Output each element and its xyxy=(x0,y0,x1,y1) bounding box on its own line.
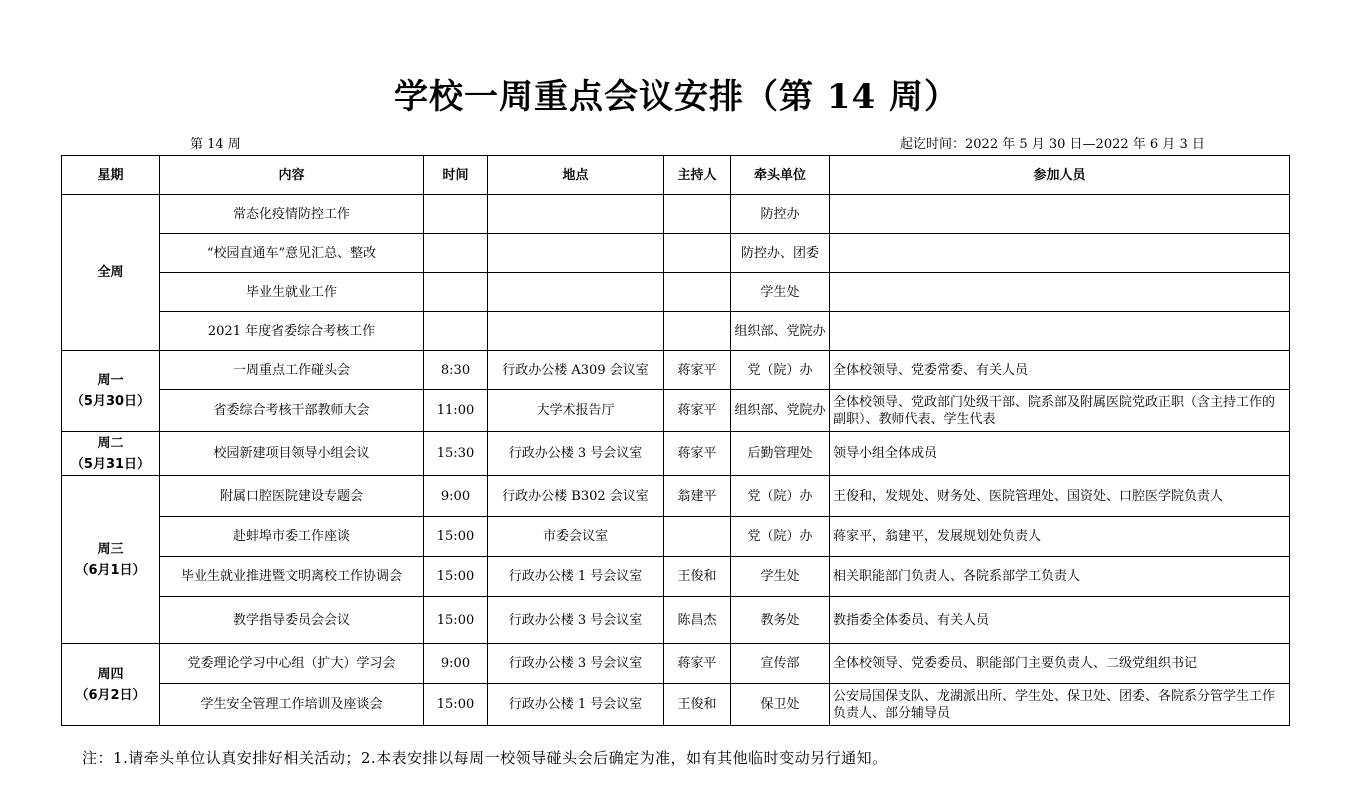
cell-host xyxy=(664,234,731,273)
cell-host: 蒋家平 xyxy=(664,644,731,684)
cell-participants: 教指委全体委员、有关人员 xyxy=(830,597,1290,644)
cell-time: 15:00 xyxy=(424,684,488,726)
cell-lead-unit: 防控办、团委 xyxy=(731,234,830,273)
table-row xyxy=(62,557,1290,597)
cell-lead-unit: 党（院）办 xyxy=(731,351,830,390)
cell-host: 蒋家平 xyxy=(664,351,731,390)
table-row xyxy=(62,234,1290,273)
cell-lead-unit: 保卫处 xyxy=(731,684,830,726)
table-row xyxy=(62,597,1290,644)
cell-participants xyxy=(830,195,1290,234)
table-row xyxy=(62,351,1290,390)
cell-time: 15:30 xyxy=(424,432,488,476)
cell-content: 2021 年度省委综合考核工作 xyxy=(160,312,424,351)
cell-place: 行政办公楼 3 号会议室 xyxy=(488,597,664,644)
cell-participants: 公安局国保支队、龙湖派出所、学生处、保卫处、团委、各院系分管学生工作负责人、部分辅导员 xyxy=(830,684,1290,726)
cell-content: 党委理论学习中心组（扩大）学习会 xyxy=(160,644,424,684)
cell-host xyxy=(664,517,731,557)
cell-content: 常态化疫情防控工作 xyxy=(160,195,424,234)
cell-time: 9:00 xyxy=(424,644,488,684)
table-row xyxy=(62,312,1290,351)
cell-time xyxy=(424,195,488,234)
cell-place: 行政办公楼 1 号会议室 xyxy=(488,557,664,597)
cell-time xyxy=(424,234,488,273)
day-name: 周二 xyxy=(97,435,124,451)
cell-time: 15:00 xyxy=(424,597,488,644)
cell-participants xyxy=(830,273,1290,312)
cell-content: 赴蚌埠市委工作座谈 xyxy=(160,517,424,557)
day-name: 周四 xyxy=(97,666,124,682)
table-row xyxy=(62,684,1290,726)
cell-time xyxy=(424,273,488,312)
cell-participants xyxy=(830,312,1290,351)
cell-content: 附属口腔医院建设专题会 xyxy=(160,476,424,517)
table-row xyxy=(62,273,1290,312)
cell-host: 王俊和 xyxy=(664,684,731,726)
header-time: 时间 xyxy=(424,156,488,195)
day-cell-monday xyxy=(62,351,160,432)
day-cell-wednesday xyxy=(62,476,160,644)
header-participants: 参加人员 xyxy=(830,156,1290,195)
cell-time xyxy=(424,312,488,351)
cell-participants: 蒋家平，翁建平，发展规划处负责人 xyxy=(830,517,1290,557)
cell-participants: 领导小组全体成员 xyxy=(830,432,1290,476)
cell-lead-unit: 后勤管理处 xyxy=(731,432,830,476)
date-range: 起讫时间：2022 年 5 月 30 日—2022 年 6 月 3 日 xyxy=(900,137,1205,152)
cell-lead-unit: 学生处 xyxy=(731,273,830,312)
day-cell-thursday xyxy=(62,644,160,726)
cell-time: 8:30 xyxy=(424,351,488,390)
cell-place xyxy=(488,234,664,273)
cell-place xyxy=(488,312,664,351)
header-place: 地点 xyxy=(488,156,664,195)
cell-host xyxy=(664,195,731,234)
day-date: （6月1日） xyxy=(75,562,146,578)
cell-host: 蒋家平 xyxy=(664,432,731,476)
day-name: 周一 xyxy=(97,373,124,388)
day-date: （6月2日） xyxy=(75,687,146,703)
cell-host: 陈昌杰 xyxy=(664,597,731,644)
cell-lead-unit: 学生处 xyxy=(731,557,830,597)
cell-place: 市委会议室 xyxy=(488,517,664,557)
header-row xyxy=(62,156,1290,195)
cell-content: 校园新建项目领导小组会议 xyxy=(160,432,424,476)
cell-content: “校园直通车”意见汇总、整改 xyxy=(160,234,424,273)
table-row xyxy=(62,195,1290,234)
table-row xyxy=(62,517,1290,557)
cell-content: 毕业生就业推进暨文明离校工作协调会 xyxy=(160,557,424,597)
cell-lead-unit: 组织部、党院办 xyxy=(731,390,830,432)
cell-place xyxy=(488,195,664,234)
day-cell-all-week: 全周 xyxy=(62,195,160,351)
cell-participants: 全体校领导、党委常委、有关人员 xyxy=(830,351,1290,390)
cell-participants: 全体校领导、党委委员、职能部门主要负责人、二级党组织书记 xyxy=(830,644,1290,684)
day-date: （5月30日） xyxy=(70,394,151,409)
cell-place: 行政办公楼 3 号会议室 xyxy=(488,432,664,476)
schedule-table xyxy=(61,155,1290,726)
cell-lead-unit: 防控办 xyxy=(731,195,830,234)
footnote: 注：1.请牵头单位认真安排好相关活动；2.本表安排以每周一校领导碰头会后确定为准，如有其他临时变动另行通知。 xyxy=(82,749,888,767)
header-content: 内容 xyxy=(160,156,424,195)
cell-lead-unit: 党（院）办 xyxy=(731,476,830,517)
cell-host xyxy=(664,312,731,351)
table-row xyxy=(62,476,1290,517)
cell-host: 王俊和 xyxy=(664,557,731,597)
header-host: 主持人 xyxy=(664,156,731,195)
cell-place: 大学术报告厅 xyxy=(488,390,664,432)
cell-participants: 全体校领导、党政部门处级干部、院系部及附属医院党政正职（含主持工作的副职）、教师代表、学生代表 xyxy=(830,390,1290,432)
cell-place xyxy=(488,273,664,312)
week-label: 第 14 周 xyxy=(190,137,241,152)
day-name: 周三 xyxy=(97,541,124,557)
cell-host: 翁建平 xyxy=(664,476,731,517)
cell-time: 11:00 xyxy=(424,390,488,432)
cell-host: 蒋家平 xyxy=(664,390,731,432)
cell-lead-unit: 党（院）办 xyxy=(731,517,830,557)
cell-place: 行政办公楼 3 号会议室 xyxy=(488,644,664,684)
cell-host xyxy=(664,273,731,312)
cell-lead-unit: 教务处 xyxy=(731,597,830,644)
cell-participants: 王俊和，发规处、财务处、医院管理处、国资处、口腔医学院负责人 xyxy=(830,476,1290,517)
cell-place: 行政办公楼 A309 会议室 xyxy=(488,351,664,390)
cell-lead-unit: 组织部、党院办 xyxy=(731,312,830,351)
cell-content: 毕业生就业工作 xyxy=(160,273,424,312)
day-date: （5月31日） xyxy=(70,456,151,472)
cell-content: 省委综合考核干部教师大会 xyxy=(160,390,424,432)
header-lead-unit: 牵头单位 xyxy=(731,156,830,195)
day-cell-tuesday xyxy=(62,432,160,476)
table-row xyxy=(62,390,1290,432)
cell-lead-unit: 宣传部 xyxy=(731,644,830,684)
cell-content: 学生安全管理工作培训及座谈会 xyxy=(160,684,424,726)
cell-time: 15:00 xyxy=(424,557,488,597)
cell-content: 教学指导委员会会议 xyxy=(160,597,424,644)
cell-place: 行政办公楼 1 号会议室 xyxy=(488,684,664,726)
table-row xyxy=(62,432,1290,476)
table-row xyxy=(62,644,1290,684)
cell-content: 一周重点工作碰头会 xyxy=(160,351,424,390)
header-day: 星期 xyxy=(62,156,160,195)
cell-participants: 相关职能部门负责人、各院系部学工负责人 xyxy=(830,557,1290,597)
cell-place: 行政办公楼 B302 会议室 xyxy=(488,476,664,517)
page-title: 学校一周重点会议安排（第 14 周） xyxy=(394,77,959,117)
cell-participants xyxy=(830,234,1290,273)
cell-time: 15:00 xyxy=(424,517,488,557)
cell-time: 9:00 xyxy=(424,476,488,517)
